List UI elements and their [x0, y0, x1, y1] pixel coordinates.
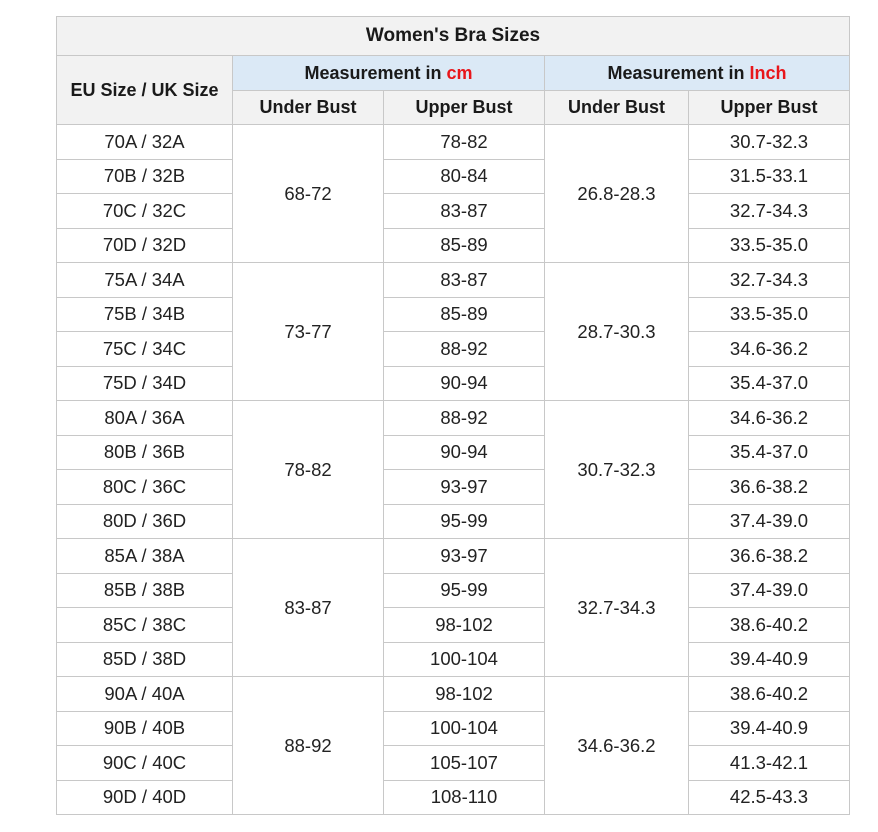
upper-bust-inch-header: Upper Bust: [689, 91, 850, 125]
size-cell: 70A / 32A: [57, 125, 233, 160]
upper-bust-inch-cell: 31.5-33.1: [689, 159, 850, 194]
upper-bust-cm-cell: 85-89: [384, 297, 545, 332]
size-cell: 75C / 34C: [57, 332, 233, 367]
under-bust-inch-cell: 26.8-28.3: [545, 125, 689, 263]
measurement-inch-label: Measurement in: [607, 62, 750, 83]
upper-bust-inch-cell: 37.4-39.0: [689, 504, 850, 539]
upper-bust-cm-cell: 100-104: [384, 642, 545, 677]
upper-bust-inch-cell: 37.4-39.0: [689, 573, 850, 608]
size-cell: 75D / 34D: [57, 366, 233, 401]
size-cell: 90C / 40C: [57, 746, 233, 781]
under-bust-cm-header: Under Bust: [233, 91, 384, 125]
upper-bust-inch-cell: 39.4-40.9: [689, 711, 850, 746]
size-cell: 80C / 36C: [57, 470, 233, 505]
under-bust-inch-cell: 28.7-30.3: [545, 263, 689, 401]
upper-bust-inch-cell: 35.4-37.0: [689, 366, 850, 401]
table-row: [57, 470, 850, 505]
table-row: [57, 194, 850, 229]
upper-bust-cm-cell: 95-99: [384, 504, 545, 539]
under-bust-inch-cell: 34.6-36.2: [545, 677, 689, 815]
size-cell: 85A / 38A: [57, 539, 233, 574]
table-row: [57, 573, 850, 608]
size-cell: 85D / 38D: [57, 642, 233, 677]
bra-size-chart: [56, 16, 849, 815]
size-cell: 70C / 32C: [57, 194, 233, 229]
under-bust-inch-header: Under Bust: [545, 91, 689, 125]
upper-bust-cm-cell: 83-87: [384, 194, 545, 229]
unit-inch: Inch: [749, 62, 787, 83]
upper-bust-inch-cell: 34.6-36.2: [689, 332, 850, 367]
upper-bust-cm-header: Upper Bust: [384, 91, 545, 125]
upper-bust-inch-cell: 36.6-38.2: [689, 539, 850, 574]
upper-bust-inch-cell: 34.6-36.2: [689, 401, 850, 436]
upper-bust-cm-cell: 108-110: [384, 780, 545, 815]
upper-bust-cm-cell: 88-92: [384, 332, 545, 367]
size-cell: 75A / 34A: [57, 263, 233, 298]
upper-bust-inch-cell: 35.4-37.0: [689, 435, 850, 470]
table-row: [57, 539, 850, 574]
under-bust-inch-cell: 30.7-32.3: [545, 401, 689, 539]
upper-bust-cm-cell: 90-94: [384, 366, 545, 401]
measurement-inch-header: [545, 56, 850, 91]
unit-cm: cm: [446, 62, 473, 83]
size-table: [56, 16, 850, 815]
upper-bust-cm-cell: 100-104: [384, 711, 545, 746]
upper-bust-cm-cell: 105-107: [384, 746, 545, 781]
size-cell: 90B / 40B: [57, 711, 233, 746]
size-cell: 85B / 38B: [57, 573, 233, 608]
size-cell: 70D / 32D: [57, 228, 233, 263]
measurement-cm-header: [233, 56, 545, 91]
size-cell: 85C / 38C: [57, 608, 233, 643]
table-row: [57, 677, 850, 712]
table-row: [57, 435, 850, 470]
table-body: [57, 125, 850, 815]
upper-bust-cm-cell: 80-84: [384, 159, 545, 194]
upper-bust-cm-cell: 98-102: [384, 677, 545, 712]
upper-bust-inch-cell: 38.6-40.2: [689, 677, 850, 712]
size-cell: 70B / 32B: [57, 159, 233, 194]
under-bust-cm-cell: 88-92: [233, 677, 384, 815]
table-row: [57, 642, 850, 677]
table-title: Women's Bra Sizes: [57, 17, 850, 56]
table-row: [57, 332, 850, 367]
upper-bust-cm-cell: 90-94: [384, 435, 545, 470]
upper-bust-cm-cell: 83-87: [384, 263, 545, 298]
upper-bust-cm-cell: 93-97: [384, 470, 545, 505]
table-row: [57, 711, 850, 746]
upper-bust-cm-cell: 88-92: [384, 401, 545, 436]
under-bust-cm-cell: 83-87: [233, 539, 384, 677]
table-row: [57, 504, 850, 539]
upper-bust-inch-cell: 38.6-40.2: [689, 608, 850, 643]
upper-bust-inch-cell: 33.5-35.0: [689, 228, 850, 263]
upper-bust-inch-cell: 42.5-43.3: [689, 780, 850, 815]
upper-bust-cm-cell: 98-102: [384, 608, 545, 643]
upper-bust-inch-cell: 41.3-42.1: [689, 746, 850, 781]
table-row: [57, 608, 850, 643]
under-bust-cm-cell: 78-82: [233, 401, 384, 539]
upper-bust-cm-cell: 95-99: [384, 573, 545, 608]
size-cell: 80A / 36A: [57, 401, 233, 436]
upper-bust-inch-cell: 36.6-38.2: [689, 470, 850, 505]
upper-bust-cm-cell: 78-82: [384, 125, 545, 160]
size-cell: 90D / 40D: [57, 780, 233, 815]
under-bust-cm-cell: 73-77: [233, 263, 384, 401]
table-row: [57, 228, 850, 263]
table-row: [57, 297, 850, 332]
upper-bust-inch-cell: 32.7-34.3: [689, 263, 850, 298]
size-cell: 80D / 36D: [57, 504, 233, 539]
table-row: [57, 125, 850, 160]
measurement-cm-label: Measurement in: [304, 62, 447, 83]
upper-bust-inch-cell: 30.7-32.3: [689, 125, 850, 160]
eu-uk-size-header: EU Size / UK Size: [57, 56, 233, 125]
upper-bust-cm-cell: 93-97: [384, 539, 545, 574]
table-row: [57, 780, 850, 815]
table-row: [57, 159, 850, 194]
size-cell: 75B / 34B: [57, 297, 233, 332]
upper-bust-inch-cell: 32.7-34.3: [689, 194, 850, 229]
table-row: [57, 366, 850, 401]
table-row: [57, 401, 850, 436]
table-row: [57, 746, 850, 781]
upper-bust-inch-cell: 39.4-40.9: [689, 642, 850, 677]
upper-bust-inch-cell: 33.5-35.0: [689, 297, 850, 332]
table-row: [57, 263, 850, 298]
under-bust-inch-cell: 32.7-34.3: [545, 539, 689, 677]
under-bust-cm-cell: 68-72: [233, 125, 384, 263]
size-cell: 80B / 36B: [57, 435, 233, 470]
size-cell: 90A / 40A: [57, 677, 233, 712]
upper-bust-cm-cell: 85-89: [384, 228, 545, 263]
